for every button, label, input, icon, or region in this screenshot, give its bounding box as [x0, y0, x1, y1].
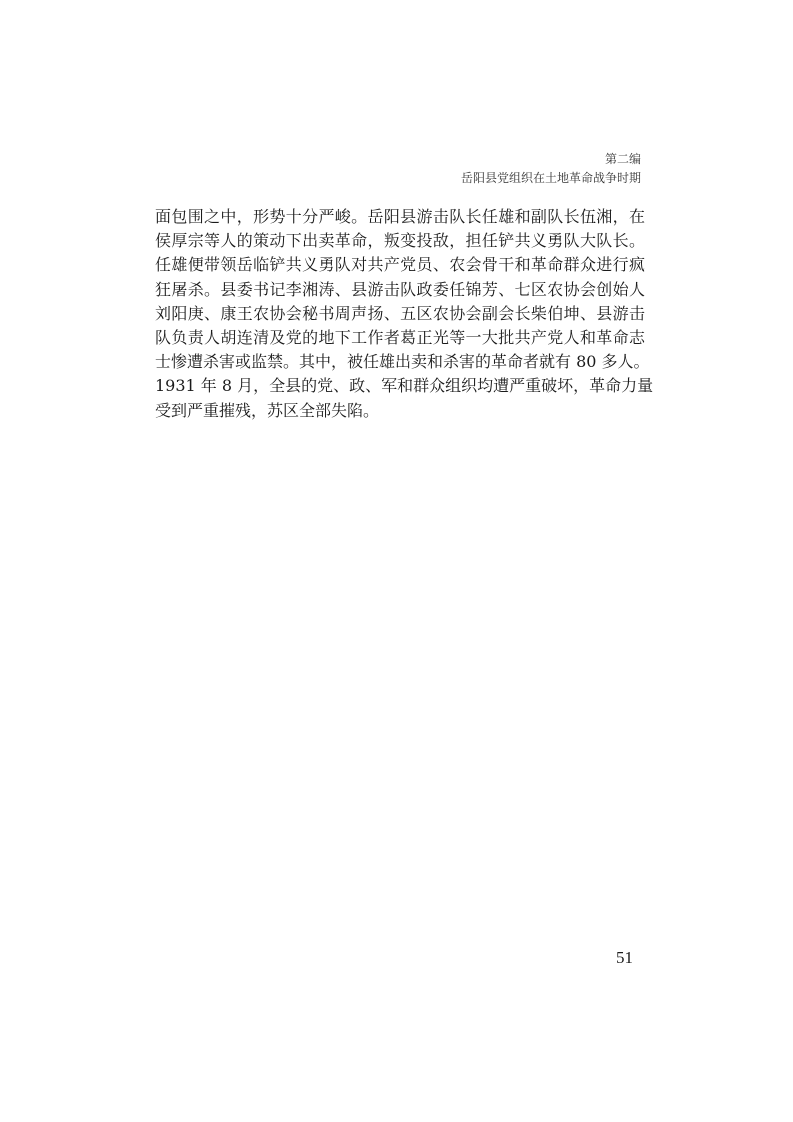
- running-head-part: 第二编: [604, 152, 641, 166]
- body-paragraph: [155, 205, 654, 423]
- body-line: 1931 年 8 月，全县的党、政、军和群众组织均遭严重破坏，革命力量: [155, 376, 654, 396]
- body-line: 狂屠杀。县委书记李湘涛、县游击队政委任锦芳、七区农协会创始人: [155, 279, 645, 299]
- page-number: 51: [616, 948, 633, 967]
- body-line: 刘阳庚、康王农协会秘书周声扬、五区农协会副会长柴伯坤、县游击: [155, 303, 645, 323]
- body-line: 任雄便带领岳临铲共义勇队对共产党员、农会骨干和革命群众进行疯: [155, 255, 645, 275]
- body-line: 队负责人胡连清及党的地下工作者葛正光等一大批共产党人和革命志: [155, 328, 645, 348]
- body-line: 受到严重摧残，苏区全部失陷。: [155, 400, 380, 420]
- body-line: 面包围之中，形势十分严峻。岳阳县游击队长任雄和副队长伍湘，在: [155, 207, 645, 226]
- body-line: 士惨遭杀害或监禁。其中，被任雄出卖和杀害的革命者就有 80 多人。: [155, 352, 650, 372]
- body-line: 侯厚宗等人的策动下出卖革命，叛变投敌，担任铲共义勇队大队长。: [155, 231, 645, 251]
- running-head: [461, 150, 641, 188]
- running-head-section: 岳阳县党组织在土地革命战争时期: [460, 171, 641, 185]
